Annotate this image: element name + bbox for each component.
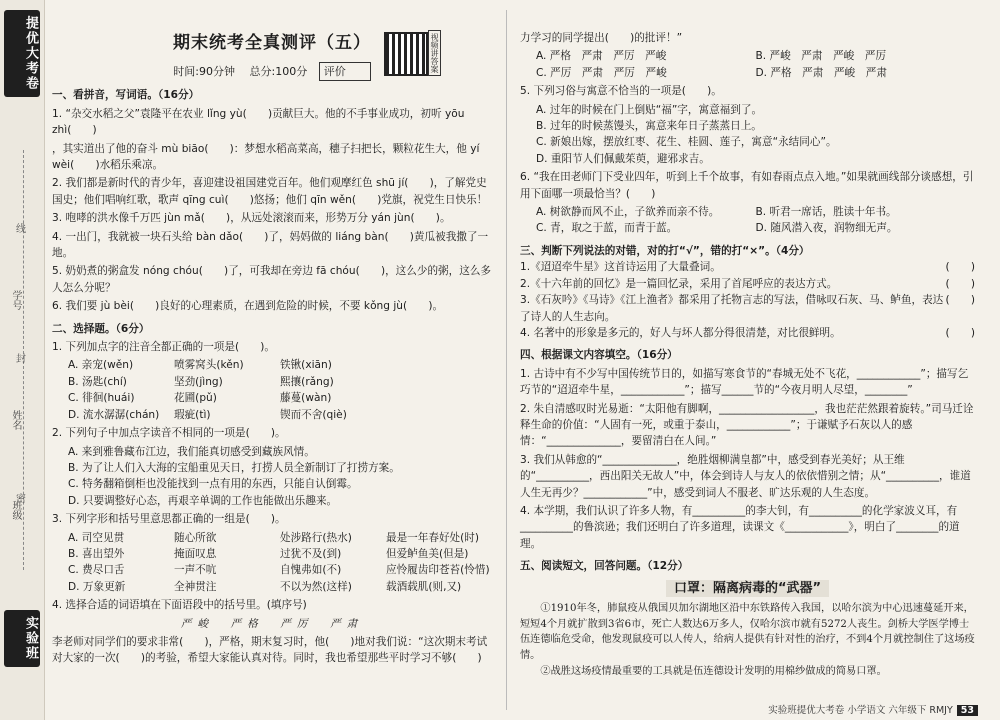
fill-question-4: 4. 本学期，我们认识了许多人物，有__________的李大钊，有__________的化学家波义耳，有__________的鲁滨逊；我们还明白了许多道理，读课文《____________》，明白了________的道理。 <box>520 504 960 550</box>
option: 瑕疵(tì) <box>174 408 211 421</box>
question-2-1-options <box>52 357 492 423</box>
judge-blank[interactable]: ( ) <box>945 277 975 290</box>
option: B. 喜出望外 <box>68 547 125 560</box>
cut-mark-1: 线 <box>16 224 26 235</box>
option: B. 为了让人们入大海的宝船重见天日，打捞人员全新制订了打捞方案。 <box>68 461 400 474</box>
option: 处涉路行(热水) <box>280 531 352 544</box>
option: 但爱鲈鱼美(但是) <box>386 547 469 560</box>
question-2-6: 6. “我在田老师门下受业四年，听到上千个故事，有如春雨点点入地。”如果就画线部分谈感想，引用下面哪一项最恰当？( ) <box>520 171 974 200</box>
option: B. 汤匙(chí) <box>68 375 127 388</box>
option: D. 只要调整好心态，再艰辛单调的工作也能做出乐趣来。 <box>68 494 338 507</box>
page-footer <box>768 702 978 716</box>
judge-blank[interactable]: ( ) <box>945 261 975 274</box>
judge-item <box>520 259 975 275</box>
name-field-label: 姓名 <box>10 410 21 430</box>
question-2-4-end: 力学习的同学提出( )的批评！” <box>520 32 683 44</box>
judge-item <box>520 292 975 325</box>
evaluation-box[interactable]: 评价 <box>319 62 371 81</box>
brand-badge-bottom: 实验班 <box>4 610 40 667</box>
option: 熙攘(rǎng) <box>280 375 334 388</box>
option: 过犹不及(到) <box>280 547 342 560</box>
option: C. 徘徊(huái) <box>68 392 135 405</box>
judge-item <box>520 325 975 341</box>
judge-text: 3.《石灰吟》《马诗》《江上渔者》都采用了托物言志的写法，借咏叹石灰、马、鲈鱼，表达了诗人的人生志向。 <box>520 294 944 323</box>
section-2-heading: 二、选择题。（6分） <box>52 322 150 335</box>
option: 全神贯注 <box>174 580 217 593</box>
option: 铁锹(xiān) <box>280 359 332 372</box>
id-field-label: 学号 <box>10 290 21 310</box>
option: B. 严峻 严肃 严峻 严厉 <box>755 50 887 63</box>
section-4-heading: 四、根据课文内容填空。（16分） <box>520 349 678 362</box>
question-2-4-options <box>520 48 975 81</box>
judge-item <box>520 276 975 292</box>
question-2-3-options <box>52 530 492 596</box>
option: C. 严厉 严肃 严厉 严峻 <box>536 66 667 79</box>
judge-text: 2.《十六年前的回忆》是一篇回忆录，采用了首尾呼应的表达方式。 <box>520 277 838 290</box>
question-2-6-options <box>520 204 975 237</box>
option: B. 过年的时候蒸馒头，寓意来年日子蒸蒸日上。 <box>536 120 762 133</box>
fill-question-1: 1. 古诗中有不少写中国传统节日的，如描写寒食节的“春城无处不飞花，____________”；描写乞巧节的“迢迢牵牛星，____________”；描写______节的“今夜月明人尽望，________” <box>520 367 969 397</box>
question-1-3: 3. 咆哮的洪水像千万匹 jùn mǎ( )，从远处滚滚而来，形势万分 yán jùn( )。 <box>52 212 451 225</box>
option: D. 流水潺潺(chán) <box>68 408 160 421</box>
question-2-3: 3. 下列字形和括号里意思都正确的一组是( )。 <box>52 513 286 526</box>
question-1-6: 6. 我们要 jù bèi( )良好的心理素质，在遇到危险的时候，不要 kǒng jù( )。 <box>52 300 444 313</box>
time-label: 时间:90分钟 <box>173 65 235 79</box>
page-number: 53 <box>957 705 978 716</box>
right-column <box>520 0 975 680</box>
question-2-5: 5. 下列习俗与寓意不恰当的一项是( )。 <box>520 85 722 98</box>
reading-title: 口罩：隔离病毒的“武器” <box>520 579 975 599</box>
column-divider <box>506 10 507 710</box>
class-field-label: 班级 <box>10 500 21 520</box>
question-1-4: 4. 一出门，我就被一块石头给 bàn dǎo( )了，妈妈做的 liáng bàn( )黄瓜被我撒了一地。 <box>52 230 489 260</box>
section-3-heading: 三、判断下列说法的对错，对的打“√”，错的打“×”。（4分） <box>520 244 810 257</box>
option: D. 万象更新 <box>68 580 126 593</box>
option: 自愧弗如(不) <box>280 564 342 577</box>
fill-question-2: 2. 朱自清感叹时光易逝：“太阳他有脚啊，__________________，我也茫茫然跟着旋转。”司马迁诠释生命的价值：“人固有一死，或重于泰山，____________”；于谦赋予石灰以人的感情：“______________，要留清白在人间。” <box>520 402 974 448</box>
question-2-2: 2. 下列句子中加点字读音不相同的一项是( )。 <box>52 427 286 440</box>
binding-margin <box>0 0 45 720</box>
option: C. 费尽口舌 <box>68 564 125 577</box>
option: C. 新娘出嫁，摆放红枣、花生、桂圆、莲子，寓意“永结同心”。 <box>536 136 837 149</box>
option: D. 重阳节人们佩戴茱萸，避邪求吉。 <box>536 152 710 165</box>
option: 随心所欲 <box>174 531 217 544</box>
option: 一声不吭 <box>174 564 217 577</box>
question-1-2: 2. 我们都是新时代的青少年，喜迎建设祖国建党百年。他们观摩红色 shū jí( )，了解党史国史；他们唱响红歌，歌声 qīng cuì( )悠扬；他们 qīn wěn( )党旗，祝党生日快乐！ <box>52 177 488 206</box>
option: A. 司空见贯 <box>68 531 125 544</box>
option: A. 严格 严肃 严厉 严峻 <box>536 50 667 63</box>
qr-caption: 视频讲答案 <box>428 30 441 76</box>
option: A. 来到雅鲁藏布江边，我们能真切感受到藏族风情。 <box>68 445 315 458</box>
option: 不以为然(这样) <box>280 580 352 593</box>
section-5-heading: 五、阅读短文，回答问题。（12分） <box>520 560 689 573</box>
judge-blank[interactable]: ( ) <box>945 326 975 339</box>
cut-mark-3: 密 <box>16 494 26 505</box>
option: D. 严格 严肃 严峻 严肃 <box>755 66 887 79</box>
option: D. 随风潜入夜，润物细无声。 <box>755 222 898 235</box>
option: 花圃(pǔ) <box>174 392 217 405</box>
reading-paragraph-2: ②战胜这场疫情最重要的工具就是伍连德设计发明的用棉纱做成的简易口罩。 <box>540 665 887 677</box>
option: 坚劲(jìng) <box>174 375 223 388</box>
question-1-1-cont: ，其实道出了他的奋斗 mù biāo( )：梦想水稻高菜高，穗子扫把长，颗粒花生大，他 yí wèi( )水稻乐乘凉。 <box>52 142 480 172</box>
fill-question-3: 3. 我们从韩愈的“______________，绝胜烟柳满皇都”中，感受到春光美好；从王维的“__________，西出阳关无故人”中，体会到诗人与友人的依依惜别之情；从“__________，谁道人生无再少？____________”中，感受到词人不服老、旷达乐观的人生态度。 <box>520 453 971 499</box>
option: 藤蔓(wàn) <box>280 392 332 405</box>
question-2-1: 1. 下列加点字的注音全都正确的一项是( )。 <box>52 341 276 354</box>
cut-mark-2: 封 <box>16 354 26 365</box>
option: 载酒载肌(则,又) <box>386 580 462 593</box>
left-column <box>52 0 492 669</box>
brand-badge-top: 提优大考卷 <box>4 10 40 97</box>
option: C. 青，取之于蓝，而青于蓝。 <box>536 222 678 235</box>
section-1-heading: 一、看拼音，写词语。（16分） <box>52 89 200 102</box>
option: 应怜履齿印苍苔(怜惜) <box>386 564 490 577</box>
judge-blank[interactable]: ( ) <box>945 294 975 307</box>
option: 最是一年春好处(时) <box>386 531 480 544</box>
option: A. 亲宠(wěn) <box>68 359 134 372</box>
page-title: 期末统考全真测评（五） <box>173 33 371 53</box>
word-bank: 严峻 严格 严厉 严肃 <box>180 617 364 630</box>
reading-paragraph-1: ①1910年冬，肺鼠疫从俄国贝加尔湖地区沿中东铁路传入我国，以哈尔滨为中心迅速蔓延开来，短短4个月就扩散到3省6市，死亡人数达6万多人，仅哈尔滨市就有5272人丧生。剑桥大学医学博士伍连德临危受命，他发现鼠疫可以人传人，给病人提供有针对性的治疗，不到4个月就控制住了这场疫情。 <box>520 602 975 662</box>
question-2-4: 4. 选择合适的词语填在下面语段中的括号里。(填序号) <box>52 599 307 612</box>
question-2-4-passage: 李老师对同学们的要求非常( )，严格，期末复习时，他( )地对我们说：“这次期末考试对大家的一次( )的考验，希望大家能认真对待。同时，我也希望那些平时学习不够( ) <box>52 635 488 665</box>
question-1-5: 5. 奶奶煮的粥盒发 nóng chóu( )了，可我却在旁边 fā chóu( )，这么少的粥，这么多人怎么分呢？ <box>52 265 492 294</box>
exam-info <box>52 62 492 81</box>
question-2-5-options <box>520 102 975 168</box>
option: A. 树欲静而风不止，子欲养而亲不待。 <box>536 206 720 219</box>
option: 锲而不舍(qiè) <box>280 408 347 421</box>
option: C. 特务翻箱倒柜也没能找到一点有用的东西，只能自认倒霉。 <box>68 478 358 491</box>
judge-text: 4. 名著中的形象是多元的，好人与坏人都分得很清楚，对比很鲜明。 <box>520 326 841 339</box>
option: 掩面叹息 <box>174 547 217 560</box>
footer-text: 实验班提优大考卷 小学语文 六年级下 RMJY <box>768 705 953 716</box>
option: A. 过年的时候在门上倒贴“福”字，寓意福到了。 <box>536 103 763 116</box>
question-2-2-options <box>52 444 492 510</box>
judge-text: 1.《迢迢牵牛星》这首诗运用了大量叠词。 <box>520 261 721 274</box>
score-label: 总分:100分 <box>249 65 308 79</box>
question-1-1: 1. “杂交水稻之父”袁隆平在农业 lǐng yù( )贡献巨大。他的不手事业成功，初听 yōu zhì( ) <box>52 107 465 137</box>
option: B. 听君一席话，胜读十年书。 <box>755 206 897 219</box>
option: 喷雾窝头(kěn) <box>174 359 244 372</box>
